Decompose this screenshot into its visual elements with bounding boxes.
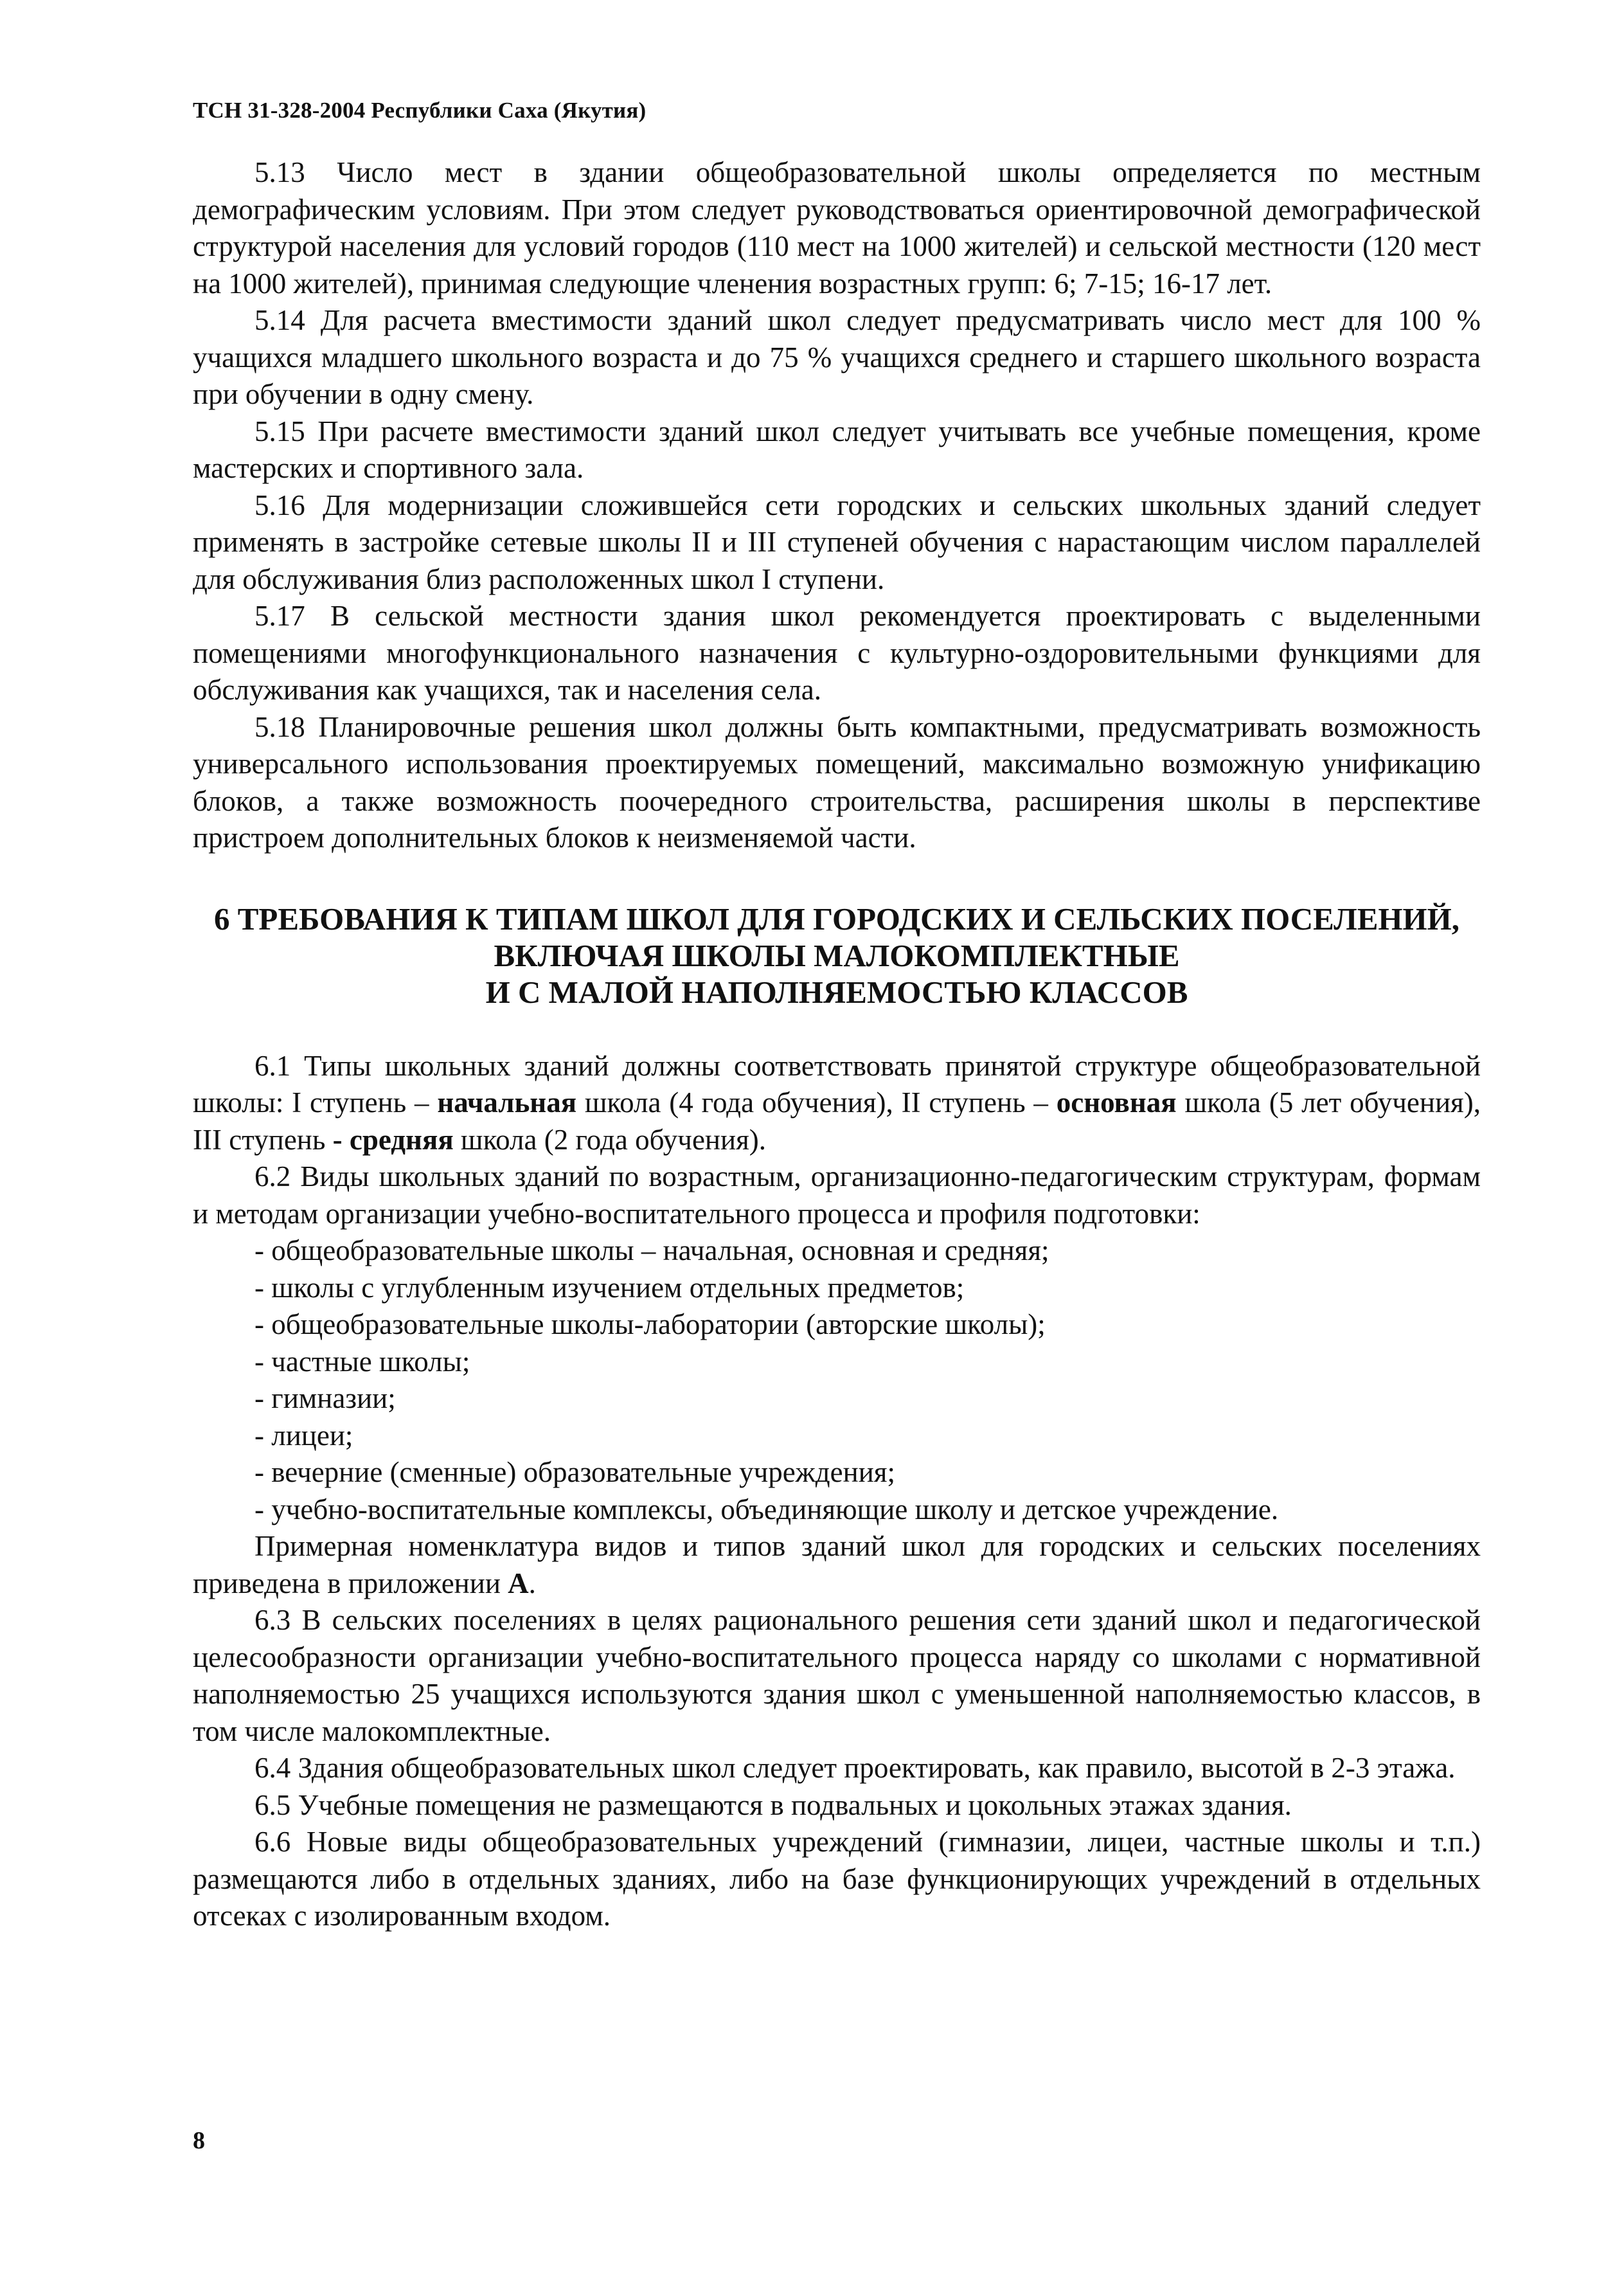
paragraph-5-14: 5.14 Для расчета вместимости зданий школ следует предусматривать число мест для 100 % учащихся младшего школьного возраста и до 75 % учащихся среднего и старшего школьного возраста при обучении в одну смену. (193, 304, 1481, 410)
list-item: - гимназии; (254, 1382, 396, 1414)
list-item: - школы с углубленным изучением отдельных предметов; (254, 1271, 965, 1304)
paragraph-6-1-bold-1: начальная (437, 1086, 577, 1119)
list-item: - лицеи; (254, 1419, 353, 1452)
section-6-heading-line-2: ВКЛЮЧАЯ ШКОЛЫ МАЛОКОМПЛЕКТНЫЕ (494, 937, 1180, 973)
paragraph-6-3: 6.3 В сельских поселениях в целях рационального решения сети зданий школ и педагогической целесообразности организации учебно-воспитательного процесса наряду со школами с нормативной наполняемостью 25 учащихся используются здания школ с уменьшенной наполняемостью классов, в том числе малокомплектные. (193, 1604, 1481, 1747)
paragraph-6-6: 6.6 Новые виды общеобразовательных учреждений (гимназии, лицеи, частные школы и т.п.) размещаются либо в отдельных зданиях, либо на базе функционирующих учреждений в отдельных отсеках с изолированным входом. (193, 1826, 1481, 1932)
paragraph-6-1-bold-3: - средняя (332, 1123, 454, 1156)
paragraph-6-1-text-3: школа (5 лет обучения), III ступень (193, 1086, 1481, 1156)
paragraph-5-15: 5.15 При расчете вместимости зданий школ следует учитывать все учебные помещения, кроме мастерских и спортивного зала. (193, 415, 1481, 484)
school-types-list (193, 1232, 1481, 1528)
paragraph-6-1-text-2: школа (4 года обучения), II ступень – (576, 1086, 1057, 1119)
document-body (193, 154, 1481, 1935)
paragraph-6-1-bold-2: основная (1056, 1086, 1177, 1119)
list-item: - общеобразовательные школы – начальная, основная и средняя; (254, 1234, 1049, 1266)
section-6-heading-line-3: И С МАЛОЙ НАПОЛНЯЕМОСТЬЮ КЛАССОВ (485, 974, 1188, 1010)
paragraph-6-1-text-1: 6.1 Типы школьных зданий должны соответствовать принятой структуре общеобразовательной школы: I ступень – (193, 1049, 1481, 1119)
appendix-reference: А (508, 1567, 529, 1599)
list-item: - частные школы; (254, 1345, 470, 1378)
paragraph-5-16: 5.16 Для модернизации сложившейся сети городских и сельских школьных зданий следует применять в застройке сетевые школы II и III ступеней обучения с нарастающим числом параллелей для обслуживания близ расположенных школ I ступени. (193, 489, 1481, 595)
paragraph-5-17: 5.17 В сельской местности здания школ рекомендуется проектировать с выделенными помещениями многофункционального назначения с культурно-оздоровительными функциями для обслуживания как учащихся, так и населения села. (193, 600, 1481, 706)
paragraph-6-1-text-4: школа (2 года обучения). (453, 1123, 767, 1156)
paragraph-nomenclature (193, 1528, 1481, 1602)
paragraph-5-13: 5.13 Число мест в здании общеобразовательной школы определяется по местным демографическим условиям. При этом следует руководствоваться ориентировочной демографической структурой населения для условий городов (110 мест на 1000 жителей) и сельской местности (120 мест на 1000 жителей), принимая следующие членения возрастных групп: 6; 7-15; 16-17 лет. (193, 156, 1481, 300)
section-6-heading (193, 901, 1481, 1011)
paragraph-6-4: 6.4 Здания общеобразовательных школ следует проектировать, как правило, высотой в 2-3 этажа. (254, 1752, 1456, 1784)
document-header: ТСН 31-328-2004 Республики Саха (Якутия) (193, 98, 647, 123)
page-number: 8 (193, 2127, 205, 2154)
list-item: - вечерние (сменные) образовательные учреждения; (254, 1456, 896, 1488)
paragraph-6-2: 6.2 Виды школьных зданий по возрастным, организационно-педагогическим структурам, формам и методам организации учебно-воспитательного процесса и профиля подготовки: (193, 1160, 1481, 1230)
paragraph-5-18: 5.18 Планировочные решения школ должны быть компактными, предусматривать возможность универсального использования проектируемых помещений, максимально возможную унификацию блоков, а также возможность поочередного строительства, расширения школы в перспективе пристроем дополнительных блоков к неизменяемой части. (193, 710, 1481, 854)
nomenclature-text-1: Примерная номенклатура видов и типов зданий школ для городских и сельских поселениях приведена в приложении (193, 1530, 1481, 1599)
paragraph-6-5: 6.5 Учебные помещения не размещаются в подвальных и цокольных этажах здания. (254, 1788, 1292, 1821)
list-item: - общеобразовательные школы-лаборатории (авторские школы); (254, 1308, 1046, 1340)
section-6-heading-line-1: 6 ТРЕБОВАНИЯ К ТИПАМ ШКОЛ ДЛЯ ГОРОДСКИХ И СЕЛЬСКИХ ПОСЕЛЕНИЙ, (214, 901, 1459, 937)
list-item: - учебно-воспитательные комплексы, объединяющие школу и детское учреждение. (254, 1493, 1279, 1525)
paragraph-6-1 (193, 1048, 1481, 1159)
nomenclature-text-2: . (528, 1567, 536, 1599)
